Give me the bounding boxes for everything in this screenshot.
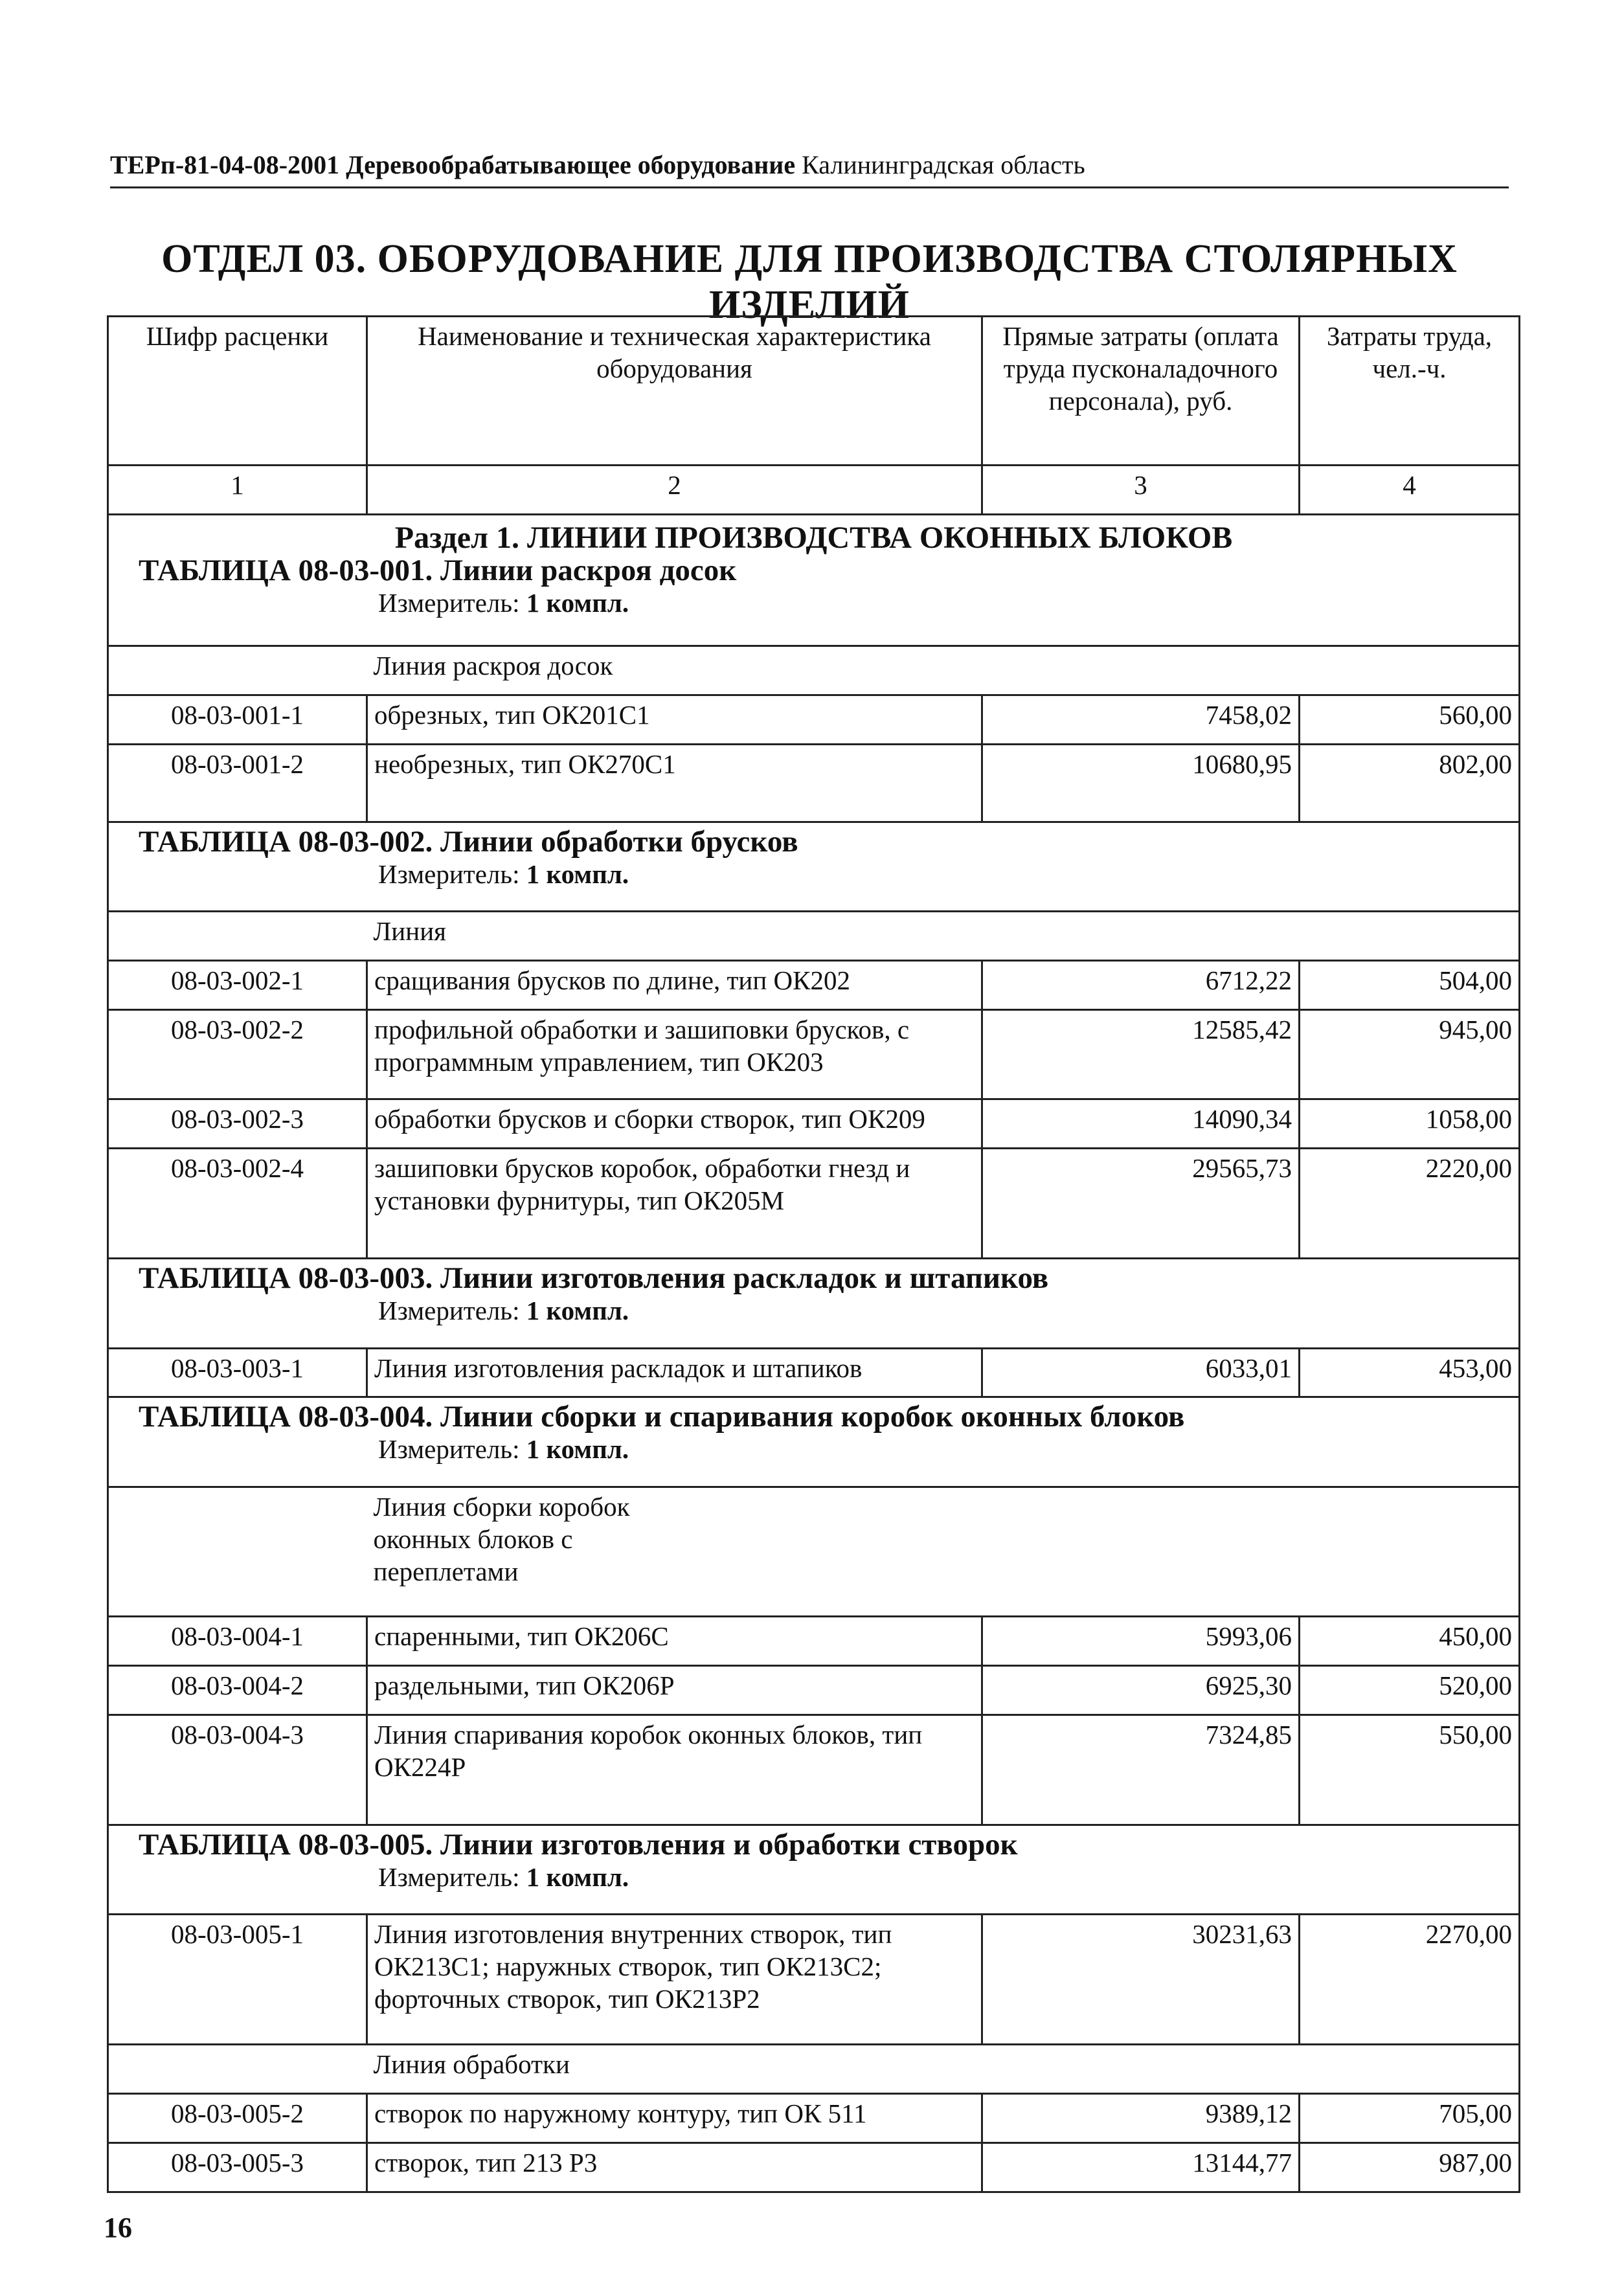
table-title: ТАБЛИЦА 08-03-003. Линии изготовления раскладок и штапиков [139,1261,1049,1296]
equipment-name: створок по наружному контуру, тип ОК 511 [367,2093,982,2142]
meter-label: Измеритель: [378,587,520,618]
equipment-name: необрезных, тип ОК270С1 [367,744,982,822]
column-header-row [108,317,1520,466]
rate-code: 08-03-003-1 [108,1348,367,1397]
rate-code: 08-03-001-1 [108,695,367,744]
labor-cost: 450,00 [1300,1617,1520,1666]
equipment-name: обрезных, тип ОК201С1 [367,695,982,744]
table-title: ТАБЛИЦА 08-03-004. Линии сборки и спаривания коробок оконных блоков [139,1400,1185,1434]
group-label: Линия сборки коробок оконных блоков с переплетами [367,1487,1520,1617]
table-row [108,1617,1520,1666]
labor-cost: 705,00 [1300,2093,1520,2142]
page-number: 16 [104,2212,132,2244]
labor-cost: 504,00 [1300,961,1520,1010]
table-heading-row [108,822,1520,911]
section-title: Раздел 1. ЛИНИИ ПРОИЗВОДСТВА ОКОННЫХ БЛОКОВ [394,520,1233,555]
labor-cost: 987,00 [1300,2142,1520,2192]
meter-value: 1 компл. [526,1296,629,1326]
table-heading-row [108,514,1520,646]
running-header [110,149,1509,188]
rate-code: 08-03-005-2 [108,2093,367,2142]
rate-code: 08-03-002-3 [108,1099,367,1149]
meter-value: 1 компл. [526,587,629,618]
rate-code: 08-03-002-2 [108,1010,367,1099]
equipment-name: профильной обработки и зашиповки брусков, с программным управлением, тип ОК203 [367,1010,982,1099]
table-title: ТАБЛИЦА 08-03-002. Линии обработки брусков [139,824,798,859]
labor-cost: 945,00 [1300,1010,1520,1099]
col-index: 3 [982,466,1300,515]
direct-cost: 30231,63 [982,1915,1300,2045]
table-row [108,1666,1520,1715]
rate-code: 08-03-002-1 [108,961,367,1010]
rate-code: 08-03-004-3 [108,1715,367,1825]
col-header-code: Шифр расценки [108,317,367,466]
table-row [108,744,1520,822]
meter-line [115,587,1512,619]
equipment-name: Линия изготовления раскладок и штапиков [367,1348,982,1397]
meter-label: Измеритель: [378,1862,520,1893]
rate-code: 08-03-001-2 [108,744,367,822]
meter-line [115,1294,1512,1327]
table-title: ТАБЛИЦА 08-03-001. Линии раскроя досок [139,553,737,587]
direct-cost: 6033,01 [982,1348,1300,1397]
rate-code: 08-03-005-3 [108,2142,367,2192]
meter-line [115,1861,1512,1893]
direct-cost: 6712,22 [982,961,1300,1010]
meter-value: 1 компл. [526,1862,629,1893]
table-row [108,1099,1520,1149]
meter-label: Измеритель: [378,859,520,889]
header-region: Калининградская область [802,150,1085,179]
equipment-name: Линия спаривания коробок оконных блоков, тип ОК224Р [367,1715,982,1825]
table-title: ТАБЛИЦА 08-03-005. Линии изготовления и обработки створок [139,1828,1018,1862]
labor-cost: 520,00 [1300,1666,1520,1715]
group-label: Линия [367,912,1520,961]
table-row [108,695,1520,744]
direct-cost: 6925,30 [982,1666,1300,1715]
group-row [108,1487,1520,1617]
meter-line [115,858,1512,890]
col-index: 2 [367,466,982,515]
direct-cost: 12585,42 [982,1010,1300,1099]
table-row [108,1149,1520,1259]
group-label: Линия обработки [367,2044,1520,2093]
table-row [108,1715,1520,1825]
column-index-row [108,466,1520,515]
department-title: ОТДЕЛ 03. ОБОРУДОВАНИЕ ДЛЯ ПРОИЗВОДСТВА СТОЛЯРНЫХ ИЗДЕЛИЙ [161,237,1458,327]
direct-cost: 9389,12 [982,2093,1300,2142]
table-heading-row [108,1825,1520,1915]
labor-cost: 2270,00 [1300,1915,1520,2045]
direct-cost: 10680,95 [982,744,1300,822]
direct-cost: 14090,34 [982,1099,1300,1149]
col-header-name: Наименование и техническая характеристика оборудования [367,317,982,466]
labor-cost: 1058,00 [1300,1099,1520,1149]
col-index: 1 [108,466,367,515]
meter-label: Измеритель: [378,1434,520,1465]
direct-cost: 7324,85 [982,1715,1300,1825]
meter-line [115,1433,1512,1465]
equipment-name: раздельными, тип ОК206Р [367,1666,982,1715]
table-row [108,1915,1520,2045]
table-row [108,2142,1520,2192]
labor-cost: 2220,00 [1300,1149,1520,1259]
equipment-name: Линия изготовления внутренних створок, тип ОК213С1; наружных створок, тип ОК213С2; форточных створок, тип ОК213Р2 [367,1915,982,2045]
header-code: ТЕРп-81-04-08-2001 Деревообрабатывающее оборудование [110,150,796,179]
labor-cost: 550,00 [1300,1715,1520,1825]
rate-code: 08-03-002-4 [108,1149,367,1259]
table-heading-row [108,1397,1520,1487]
meter-label: Измеритель: [378,1296,520,1326]
rate-code: 08-03-004-2 [108,1666,367,1715]
group-row [108,2044,1520,2093]
rate-code: 08-03-004-1 [108,1617,367,1666]
group-row [108,646,1520,695]
rate-code: 08-03-005-1 [108,1915,367,2045]
equipment-name: сращивания брусков по длине, тип ОК202 [367,961,982,1010]
col-header-cost: Прямые затраты (оплата труда пусконаладочного персонала), руб. [982,317,1300,466]
meter-value: 1 компл. [526,859,629,889]
direct-cost: 29565,73 [982,1149,1300,1259]
table-heading-row [108,1259,1520,1348]
labor-cost: 560,00 [1300,695,1520,744]
labor-cost: 453,00 [1300,1348,1520,1397]
direct-cost: 5993,06 [982,1617,1300,1666]
direct-cost: 7458,02 [982,695,1300,744]
group-label: Линия раскроя досок [367,646,1520,695]
col-index: 4 [1300,466,1520,515]
labor-cost: 802,00 [1300,744,1520,822]
direct-cost: 13144,77 [982,2142,1300,2192]
table-row [108,1348,1520,1397]
equipment-name: обработки брусков и сборки створок, тип ОК209 [367,1099,982,1149]
table-row [108,961,1520,1010]
table-row [108,1010,1520,1099]
col-header-labor: Затраты труда, чел.-ч. [1300,317,1520,466]
table-row [108,2093,1520,2142]
equipment-name: створок, тип 213 Р3 [367,2142,982,2192]
equipment-name: спаренными, тип ОК206С [367,1617,982,1666]
price-table [107,315,1520,2193]
group-row [108,912,1520,961]
meter-value: 1 компл. [526,1434,629,1465]
equipment-name: зашиповки брусков коробок, обработки гнезд и установки фурнитуры, тип ОК205М [367,1149,982,1259]
